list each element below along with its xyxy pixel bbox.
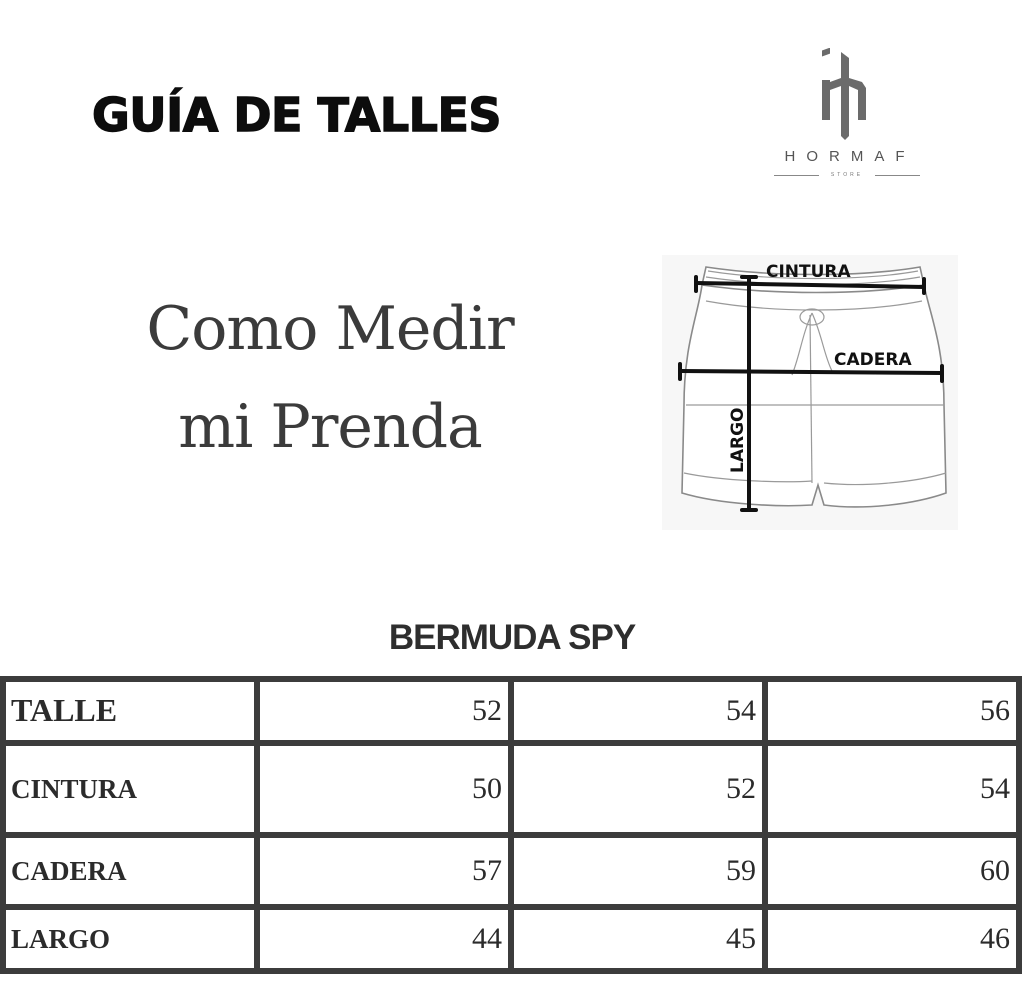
table-cell: 44: [260, 910, 508, 968]
page-title: GUÍA DE TALLES: [92, 88, 502, 142]
logo-divider-right: [875, 175, 920, 176]
row-label-cintura: CINTURA: [6, 746, 254, 833]
table-cell: 52: [514, 746, 762, 833]
brand-logo: [752, 48, 942, 188]
shorts-diagram: [662, 255, 958, 530]
row-label-cadera: CADERA: [6, 838, 254, 904]
product-name: BERMUDA SPY: [388, 618, 636, 657]
table-cell: 54: [514, 682, 762, 740]
table-row: [6, 910, 1016, 968]
table-cell: 57: [260, 838, 508, 904]
table-cell: 56: [768, 682, 1016, 740]
row-label-talle: TALLE: [6, 682, 254, 740]
table-row: [6, 746, 1016, 833]
how-to-measure-heading: [130, 280, 530, 476]
table-cell: 52: [260, 682, 508, 740]
row-label-largo: LARGO: [6, 910, 254, 968]
logo-subtitle: STORE: [830, 172, 864, 178]
logo-wordmark: HORMAF: [784, 148, 916, 165]
label-cadera: CADERA: [834, 350, 912, 370]
how-line-1: Como Medir: [146, 294, 514, 364]
table-row: [6, 838, 1016, 904]
table-cell: 54: [768, 746, 1016, 833]
table-cell: 59: [514, 838, 762, 904]
label-cintura: CINTURA: [766, 262, 851, 282]
how-line-2: mi Prenda: [178, 392, 482, 462]
table-row: [6, 682, 1016, 740]
table-cell: 45: [514, 910, 762, 968]
table-cell: 46: [768, 910, 1016, 968]
shorts-illustration: [662, 255, 958, 530]
table-cell: 60: [768, 838, 1016, 904]
label-largo: LARGO: [728, 407, 748, 473]
table-cell: 50: [260, 746, 508, 833]
size-table: [0, 676, 1022, 974]
logo-monogram-icon: [752, 48, 942, 148]
